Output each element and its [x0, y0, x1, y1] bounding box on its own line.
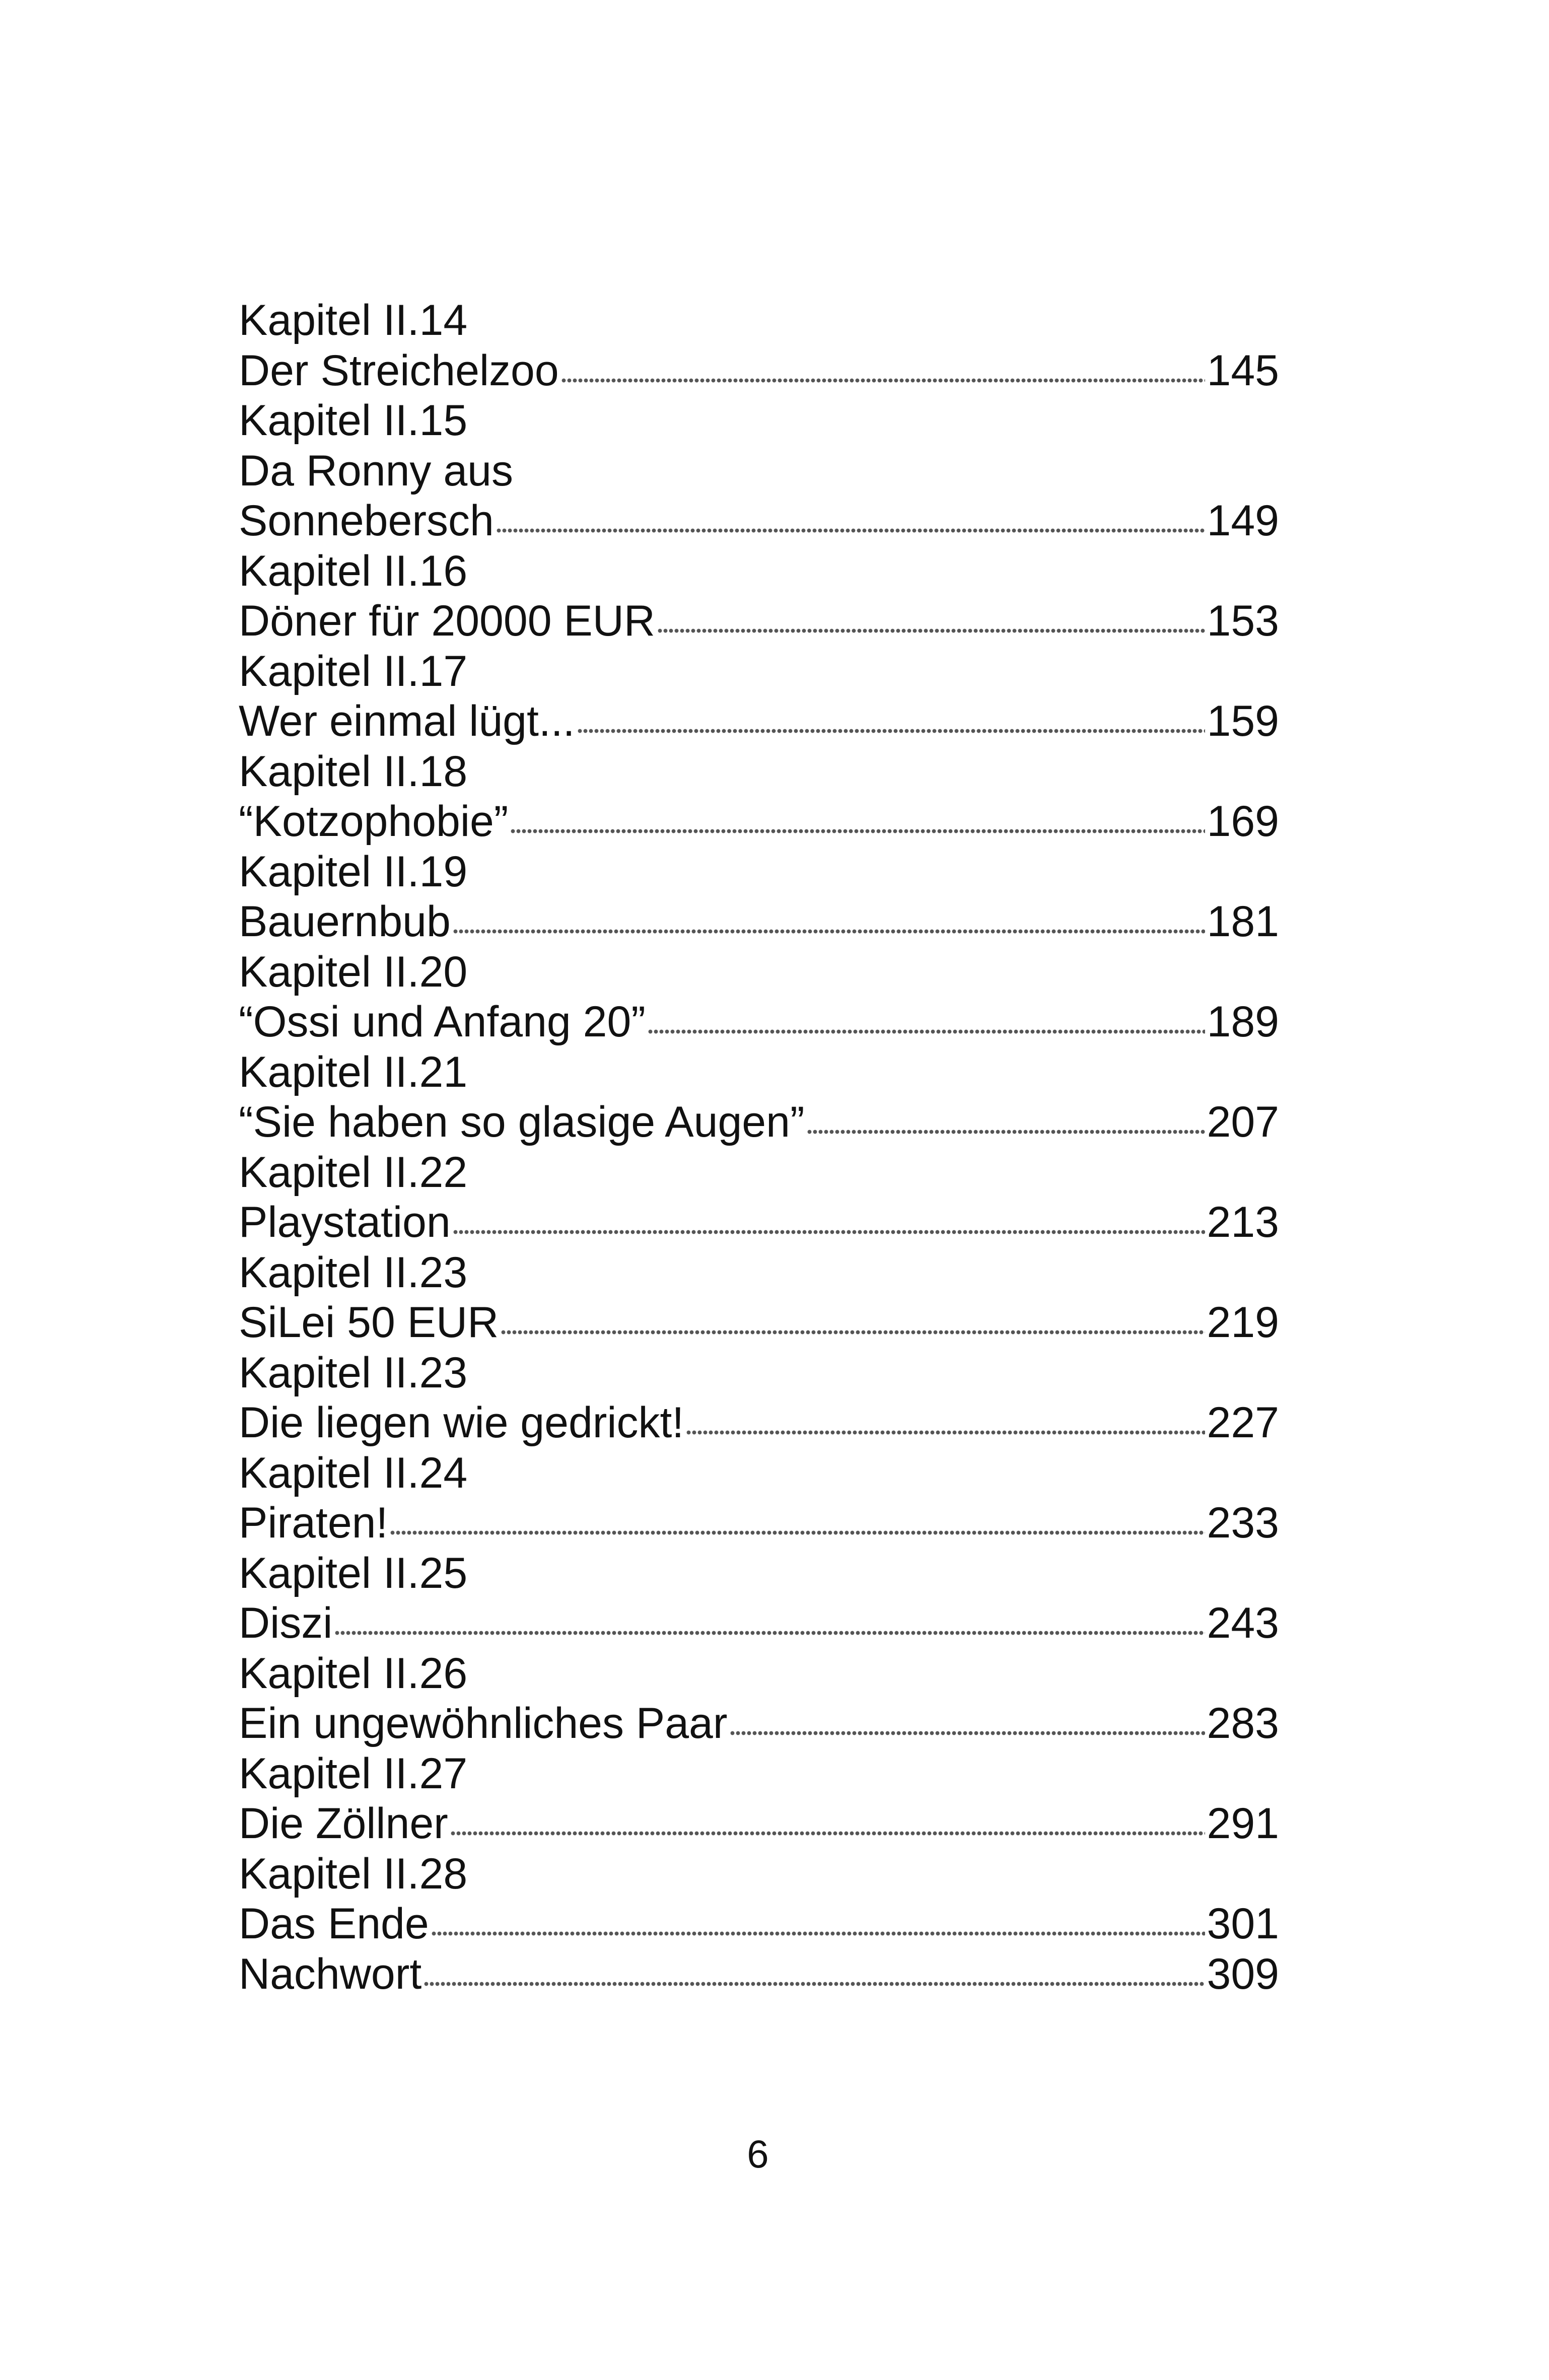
toc-entry-title: Bauernbub	[239, 897, 451, 946]
toc-entry-page: 153	[1207, 597, 1279, 645]
dot-leader	[450, 1830, 1205, 1837]
toc-entry	[239, 1498, 1279, 1549]
toc-chapter-heading	[239, 1448, 1279, 1499]
dot-leader	[496, 527, 1205, 534]
toc-entry-title: Kapitel II.28	[239, 1849, 468, 1898]
dot-leader	[657, 627, 1205, 635]
toc-entry	[239, 1298, 1279, 1348]
toc-entry-title: Sonnebersch	[239, 497, 494, 545]
toc-entry-title: Playstation	[239, 1198, 451, 1246]
dot-leader	[577, 728, 1205, 735]
toc-entry-title: SiLei 50 EUR	[239, 1298, 499, 1347]
toc-entry-title: Kapitel II.23	[239, 1248, 468, 1297]
toc-entry	[239, 797, 1279, 847]
toc-entry-title: Kapitel II.26	[239, 1649, 468, 1698]
page-number: 6	[747, 2132, 769, 2176]
dot-leader	[686, 1429, 1205, 1436]
dot-leader	[648, 1028, 1205, 1035]
toc-entry-title: Kapitel II.16	[239, 546, 468, 595]
toc-entry-page: 169	[1207, 797, 1279, 846]
toc-entry-title: Piraten!	[239, 1499, 388, 1547]
toc-entry	[239, 1799, 1279, 1849]
toc-entry-title: Da Ronny aus	[239, 446, 513, 495]
toc-entry	[239, 496, 1279, 546]
toc-chapter-heading	[239, 1047, 1279, 1098]
toc-entry-title: “Sie haben so glasige Augen”	[239, 1098, 805, 1146]
toc-entry-page: 227	[1207, 1398, 1279, 1447]
dot-leader	[424, 1980, 1205, 1987]
toc-entry-page: 301	[1207, 1900, 1279, 1948]
toc-entry-page: 181	[1207, 897, 1279, 946]
toc-entry-title: Kapitel II.23	[239, 1348, 468, 1397]
dot-leader	[807, 1129, 1205, 1136]
dot-leader	[561, 377, 1205, 384]
toc-entry-page: 189	[1207, 998, 1279, 1046]
toc-entry-page: 243	[1207, 1599, 1279, 1647]
toc-entry-title: Wer einmal lügt...	[239, 697, 575, 745]
toc-chapter-heading	[239, 546, 1279, 597]
dot-leader	[501, 1329, 1205, 1336]
toc-chapter-heading	[239, 1148, 1279, 1198]
toc-entry-title: Kapitel II.24	[239, 1448, 468, 1497]
toc-entry-page: 159	[1207, 697, 1279, 745]
toc-entry-title: Kapitel II.17	[239, 647, 468, 695]
dot-leader	[431, 1930, 1205, 1937]
toc-chapter-heading	[239, 1348, 1279, 1398]
toc-entry-page: 309	[1207, 1949, 1279, 1998]
toc-entry-title: Die liegen wie gedrickt!	[239, 1398, 684, 1447]
toc-entry-title: Kapitel II.22	[239, 1148, 468, 1197]
toc-chapter-heading	[239, 1248, 1279, 1298]
toc-chapter-heading	[239, 1549, 1279, 1599]
toc-entry	[239, 1949, 1279, 2000]
dot-leader	[730, 1730, 1205, 1737]
toc-chapter-heading	[239, 947, 1279, 998]
toc-entry-title: Kapitel II.19	[239, 847, 468, 896]
toc-chapter-heading	[239, 1649, 1279, 1699]
toc-chapter-heading	[239, 647, 1279, 697]
toc-entry	[239, 596, 1279, 647]
toc-entry-title: “Ossi und Anfang 20”	[239, 998, 646, 1046]
toc-entry-page: 213	[1207, 1198, 1279, 1246]
dot-leader	[453, 928, 1205, 935]
toc-entry	[239, 1097, 1279, 1148]
toc-entry	[239, 1699, 1279, 1749]
toc-entry-title: Der Streichelzoo	[239, 346, 559, 395]
toc-entry	[239, 1398, 1279, 1448]
toc-entry-title: Kapitel II.25	[239, 1549, 468, 1597]
toc-entry-title: Die Zöllner	[239, 1799, 448, 1848]
toc-entry-page: 207	[1207, 1098, 1279, 1146]
toc-entry	[239, 1899, 1279, 1949]
toc-entry-page: 291	[1207, 1799, 1279, 1848]
dot-leader	[390, 1529, 1205, 1536]
toc-chapter-heading	[239, 847, 1279, 897]
toc-entry-title: Kapitel II.18	[239, 747, 468, 796]
toc-chapter-heading	[239, 1749, 1279, 1799]
toc-entry-page: 219	[1207, 1298, 1279, 1347]
toc-chapter-heading	[239, 446, 1279, 497]
dot-leader	[453, 1229, 1205, 1236]
toc-entry-title: “Kotzophobie”	[239, 797, 509, 846]
toc-chapter-heading	[239, 747, 1279, 797]
toc-entry-title: Das Ende	[239, 1900, 429, 1948]
dot-leader	[510, 828, 1205, 835]
toc-entry	[239, 1598, 1279, 1649]
toc-entry-title: Nachwort	[239, 1949, 422, 1998]
toc-entry	[239, 346, 1279, 396]
toc-chapter-heading	[239, 1849, 1279, 1900]
toc-entry-page: 283	[1207, 1699, 1279, 1747]
toc-entry-title: Döner für 20000 EUR	[239, 597, 655, 645]
dot-leader	[334, 1630, 1205, 1637]
toc-entry	[239, 897, 1279, 947]
toc-entry-title: Kapitel II.20	[239, 947, 468, 996]
toc-entry-page: 233	[1207, 1499, 1279, 1547]
toc-entry	[239, 1198, 1279, 1248]
toc-entry-title: Kapitel II.27	[239, 1749, 468, 1798]
toc-entry-page: 149	[1207, 497, 1279, 545]
toc-entry-title: Kapitel II.21	[239, 1047, 468, 1096]
toc-entry-title: Diszi	[239, 1599, 333, 1647]
toc-entry-page: 145	[1207, 346, 1279, 395]
toc-entry-title: Kapitel II.15	[239, 396, 468, 445]
toc-chapter-heading	[239, 296, 1279, 346]
table-of-contents	[239, 296, 1279, 1999]
toc-entry-title: Ein ungewöhnliches Paar	[239, 1699, 728, 1747]
toc-entry-title: Kapitel II.14	[239, 296, 468, 344]
toc-entry	[239, 997, 1279, 1047]
toc-chapter-heading	[239, 396, 1279, 446]
toc-entry	[239, 696, 1279, 747]
